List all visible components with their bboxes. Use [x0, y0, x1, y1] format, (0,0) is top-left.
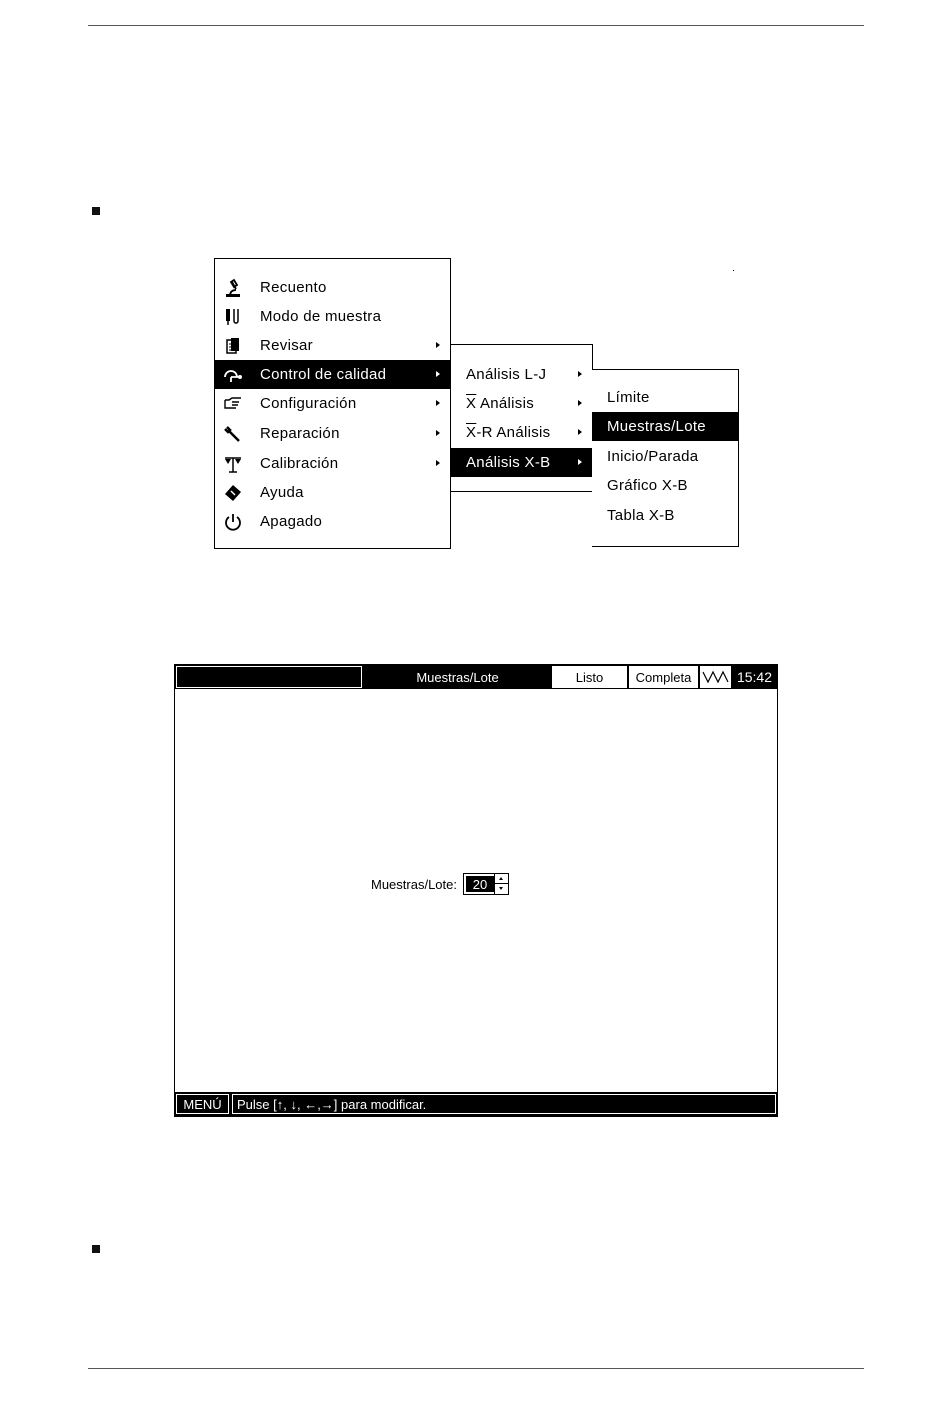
mode-indicator: Completa	[628, 666, 698, 688]
screen-title: Muestras/Lote	[416, 669, 499, 685]
hint-text: Pulse [↑, ↓, ←,→] para modificar.	[232, 1094, 776, 1114]
menu-item-label: Análisis X-B	[466, 454, 551, 471]
power-icon	[223, 512, 243, 532]
documents-icon	[223, 336, 243, 356]
submenu-arrow-icon	[578, 400, 582, 406]
screen-footer	[175, 1092, 777, 1116]
menu-item-apagado[interactable]	[215, 507, 450, 536]
header-blank-cell	[176, 666, 362, 688]
menu-item-grafico-xb[interactable]	[592, 471, 738, 500]
test-tubes-icon	[223, 307, 243, 327]
stepper-buttons	[494, 874, 508, 894]
qc-icon	[223, 365, 243, 385]
menu-item-ayuda[interactable]	[215, 478, 450, 507]
samples-per-batch-row	[371, 873, 509, 895]
menu-item-muestras-lote[interactable]	[592, 412, 738, 441]
menu-item-label: $\overline{X}-R$ Análisis	[466, 424, 551, 441]
menu-item-calibracion[interactable]	[215, 449, 450, 478]
menu-item-label: Control de calidad	[260, 366, 387, 383]
main-menu	[214, 258, 451, 549]
top-rule	[88, 25, 864, 26]
help-book-icon	[223, 483, 243, 503]
menu-item-label: Reparación	[260, 425, 340, 442]
stray-dot	[733, 270, 734, 271]
screen-header	[175, 665, 777, 689]
menu-item-label: Revisar	[260, 337, 313, 354]
menu-item-label: Tabla X-B	[607, 507, 675, 524]
menu-item-label: Modo de muestra	[260, 308, 382, 325]
bottom-rule	[88, 1368, 864, 1369]
menu-item-label: Gráfico X-B	[607, 477, 688, 494]
menu-item-revisar[interactable]	[215, 331, 450, 360]
stepper-down-icon[interactable]	[495, 884, 508, 894]
samples-per-batch-stepper[interactable]	[463, 873, 509, 895]
stepper-up-icon[interactable]	[495, 874, 508, 884]
submenu-arrow-icon	[436, 342, 440, 348]
menu-item-label: Análisis L-J	[466, 366, 547, 383]
menu-item-inicio-parada[interactable]	[592, 442, 738, 471]
menu-item-tabla-xb[interactable]	[592, 501, 738, 530]
menu-item-label: $\overline{X}$ Análisis	[466, 395, 535, 412]
menu-item-label: Límite	[607, 389, 650, 406]
status-indicator: Listo	[552, 666, 627, 688]
clock: 15:42	[736, 669, 773, 685]
menu-item-analisis-x[interactable]	[451, 389, 592, 418]
menu-item-limite[interactable]	[592, 383, 738, 412]
menu-item-analisis-xb[interactable]	[451, 448, 592, 477]
scale-icon	[223, 454, 243, 474]
menu-item-configuracion[interactable]	[215, 389, 450, 418]
menu-item-reparacion[interactable]	[215, 419, 450, 448]
menu-item-label: Configuración	[260, 395, 357, 412]
menu-button[interactable]: MENÚ	[176, 1094, 229, 1114]
hand-pointer-icon	[223, 394, 243, 414]
menu-item-recuento[interactable]	[215, 273, 450, 302]
menu-item-modo-muestra[interactable]	[215, 302, 450, 331]
submenu-arrow-icon	[578, 459, 582, 465]
menu-item-label: Inicio/Parada	[607, 448, 699, 465]
xb-submenu	[592, 369, 739, 547]
bullet-1	[92, 207, 100, 215]
submenu-arrow-icon	[436, 371, 440, 377]
samples-per-batch-label: Muestras/Lote:	[371, 876, 457, 892]
menu-item-label: Muestras/Lote	[607, 418, 706, 435]
device-screen	[174, 664, 778, 1117]
wrench-icon	[223, 424, 243, 444]
menu-item-label: Recuento	[260, 279, 327, 296]
menu-item-label: Apagado	[260, 513, 323, 530]
menu-item-analisis-lj[interactable]	[451, 360, 592, 389]
submenu-arrow-icon	[578, 429, 582, 435]
menu-item-label: Calibración	[260, 455, 339, 472]
menu-item-control-calidad[interactable]	[215, 360, 450, 389]
microscope-icon	[223, 278, 243, 298]
menu-item-analisis-xr[interactable]	[451, 418, 592, 447]
submenu-arrow-icon	[578, 371, 582, 377]
qc-submenu	[451, 344, 593, 492]
bullet-2	[92, 1245, 100, 1253]
menu-item-label: Ayuda	[260, 484, 304, 501]
submenu-arrow-icon	[436, 460, 440, 466]
samples-per-batch-value[interactable]: 20	[465, 875, 495, 893]
waveform-icon	[699, 666, 731, 688]
submenu-arrow-icon	[436, 430, 440, 436]
submenu-arrow-icon	[436, 400, 440, 406]
